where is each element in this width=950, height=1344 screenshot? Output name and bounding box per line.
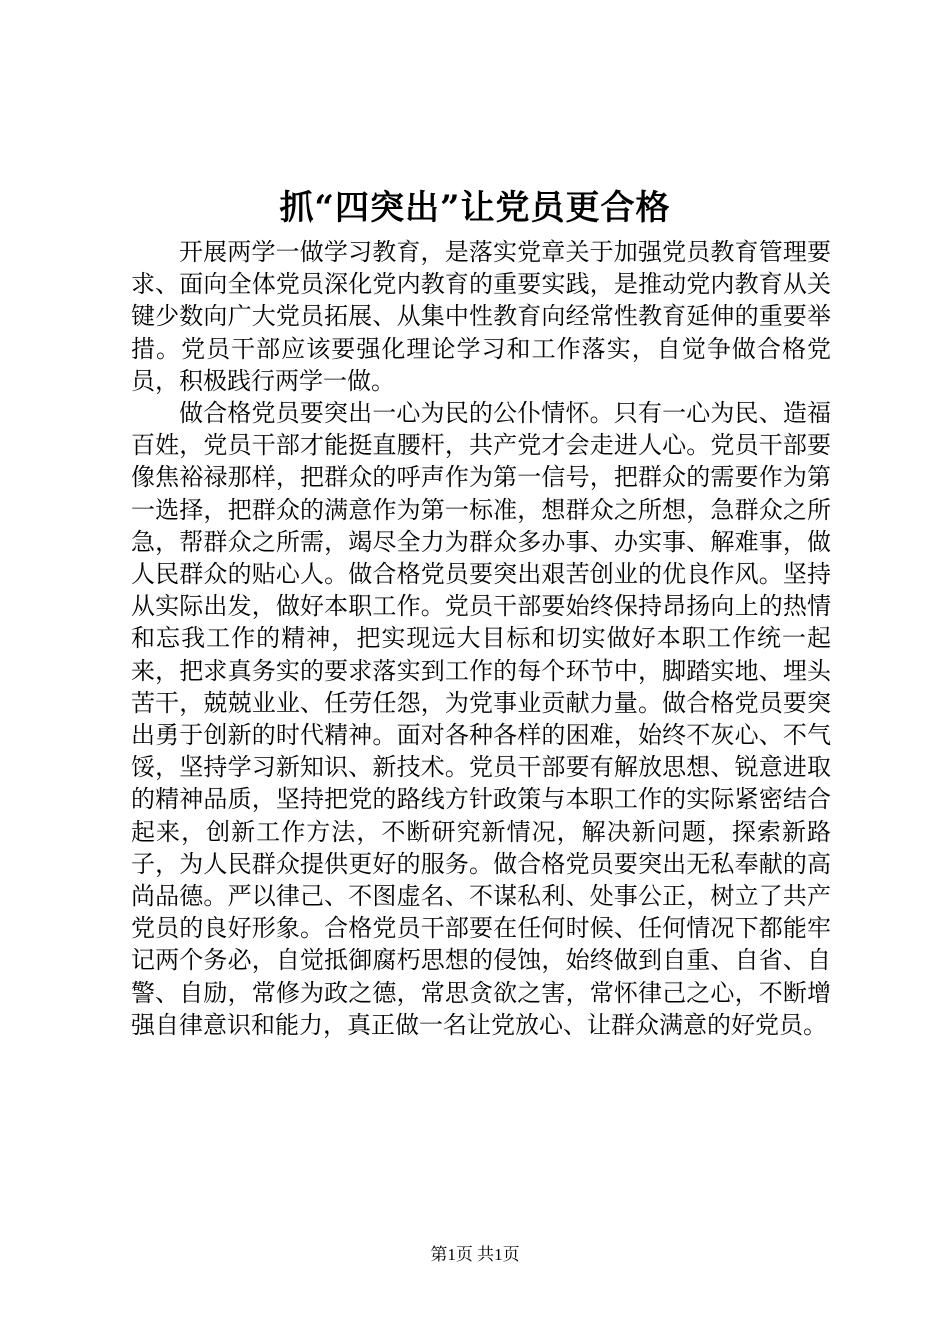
- paragraph-intro: 开展两学一做学习教育，是落实党章关于加强党员教育管理要求、面向全体党员深化党内教育的重要实践，是推动党内教育从关键少数向广大党员拓展、从集中性教育向经常性教育延伸的重要举措。党员干部应该要强化理论学习和工作落实，自觉争做合格党员，积极践行两学一做。: [131, 238, 831, 395]
- document-title: 抓“四突出”让党员更合格: [279, 188, 671, 228]
- page-number-footer: 第1页 共1页: [430, 1245, 520, 1264]
- document-body: [131, 236, 831, 1041]
- paragraph-main: 做合格党员要突出一心为民的公仆情怀。只有一心为民、造福百姓，党员干部才能挺直腰杆，共产党才会走进人心。党员干部要像焦裕禄那样，把群众的呼声作为第一信号，把群众的需要作为第一选择，把群众的满意作为第一标准，想群众之所想，急群众之所急，帮群众之所需，竭尽全力为群众多办事、办实事、解难事，做人民群众的贴心人。做合格党员要突出艰苦创业的优良作风。坚持从实际出发，做好本职工作。党员干部要始终保持昂扬向上的热情和忘我工作的精神，把实现远大目标和切实做好本职工作统一起来，把求真务实的要求落实到工作的每个环节中，脚踏实地、埋头苦干，兢兢业业、任劳任怨，为党事业贡献力量。做合格党员要突出勇于创新的时代精神。面对各种各样的困难，始终不灰心、不气馁，坚持学习新知识、新技术。党员干部要有解放思想、锐意进取的精神品质，坚持把党的路线方针政策与本职工作的实际紧密结合起来，创新工作方法，不断研究新情况，解决新问题，探索新路子，为人民群众提供更好的服务。做合格党员要突出无私奉献的高尚品德。严以律己、不图虚名、不谋私利、处事公正，树立了共产党员的良好形象。合格党员干部要在任何时候、任何情况下都能牢记两个务必，自觉抵御腐朽思想的侵蚀，始终做到自重、自省、自警、自励，常修为政之德，常思贪欲之害，常怀律己之心，不断增强自律意识和能力，真正做一名让党放心、让群众满意的好党员。: [131, 399, 831, 1039]
